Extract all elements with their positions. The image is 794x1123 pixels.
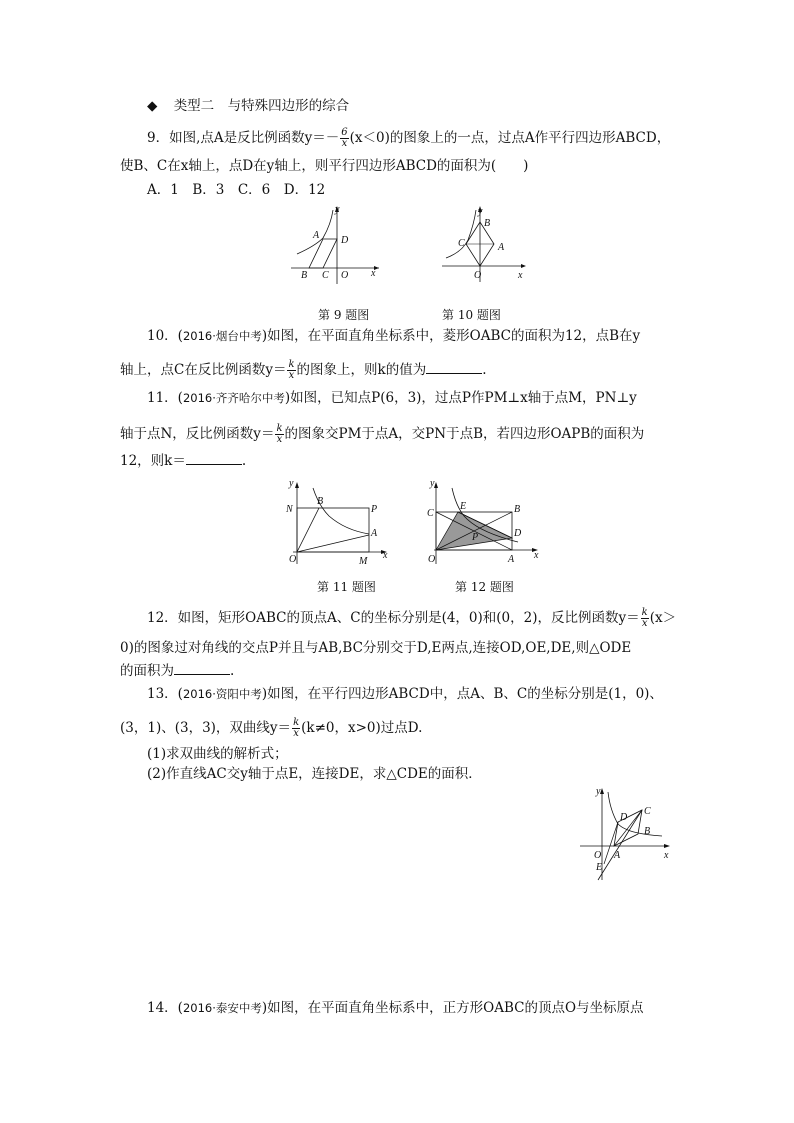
q10-fraction: $\frac{k}{x}$ xyxy=(288,359,295,381)
q12-line1: 12．如图，矩形OABC的顶点A、C的坐标分别是(4，0)和(0，2)，反比例函数y＝ $\frac{k}{x}$ (x＞ xyxy=(147,607,677,629)
q12-answer-blank xyxy=(174,662,230,675)
q9-line1: 9．如图,点A是反比例函数y＝－ $\frac{6}{x}$ (x＜0)的图象上的一点，过点A作平行四边形ABCD， xyxy=(147,127,671,149)
q13-line1: 13．(2016·资阳中考)如图，在平行四边形ABCD中，点A、B、C的坐标分别是(1，0)、 xyxy=(147,686,663,702)
section-title: 类型二 与特殊四边形的综合 xyxy=(173,98,350,114)
q14-line1: 14．(2016·泰安中考)如图，在平面直角坐标系中，正方形OABC的顶点O与坐标原点 xyxy=(147,1000,644,1016)
svg-text:O: O xyxy=(428,554,436,565)
svg-text:x: x xyxy=(371,268,376,279)
svg-text:N: N xyxy=(286,504,293,515)
svg-text:y: y xyxy=(335,204,340,215)
svg-text:C: C xyxy=(427,508,434,519)
svg-text:B: B xyxy=(301,270,308,281)
q11-line3: 12，则k＝ . xyxy=(120,453,247,469)
q9-line2: 使B、C在x轴上，点D在y轴上，则平行四边形ABCD的面积为( ) xyxy=(120,158,529,174)
figure-11 xyxy=(283,476,393,568)
svg-text:B: B xyxy=(644,826,651,837)
figure-9 xyxy=(285,202,395,286)
figure-12 xyxy=(428,476,546,568)
q12-line3: 的面积为 . xyxy=(120,663,235,679)
svg-text:y: y xyxy=(430,478,435,489)
q11-line2: 轴于点N，反比例函数y＝ $\frac{k}{x}$ 的图象交PM于点A，交PN于点B，若四边形OAPB的面积为 xyxy=(120,423,645,445)
svg-text:D: D xyxy=(514,528,522,539)
svg-text:E: E xyxy=(596,862,603,873)
svg-text:C: C xyxy=(322,270,329,281)
svg-text:x: x xyxy=(518,270,523,281)
q10-line2: 轴上，点C在反比例函数y＝ $\frac{k}{x}$ 的图象上，则k的值为 . xyxy=(120,359,487,381)
figure-10 xyxy=(438,200,534,288)
svg-text:P: P xyxy=(472,532,479,543)
svg-text:B: B xyxy=(317,496,324,507)
svg-text:E: E xyxy=(460,501,467,512)
svg-text:O: O xyxy=(341,270,349,281)
svg-text:O: O xyxy=(594,850,602,861)
figure-13 xyxy=(578,784,674,882)
svg-text:C: C xyxy=(644,806,651,817)
caption-fig10: 第 10 题图 xyxy=(442,308,501,322)
q13-part1: (1)求双曲线的解析式； xyxy=(147,746,288,762)
q13-part2: (2)作直线AC交y轴于点E，连接DE，求△CDE的面积． xyxy=(147,766,482,782)
q13-fraction: $\frac{k}{x}$ xyxy=(293,717,300,739)
svg-text:B: B xyxy=(514,504,521,515)
svg-text:x: x xyxy=(383,550,388,561)
svg-text:P: P xyxy=(371,504,378,515)
q13-line2: (3，1)、(3，3)，双曲线y＝ $\frac{k}{x}$ (k≠0，x>0)过点D. xyxy=(120,717,423,739)
q12-line2: 0)的图象过对角线的交点P并且与AB,BC分别交于D,E两点,连接OD,OE,DE,则△ODE xyxy=(120,640,632,656)
q10-line1: 10．(2016·烟台中考)如图，在平面直角坐标系中，菱形OABC的面积为12，点B在y xyxy=(147,328,641,344)
svg-text:y: y xyxy=(478,206,483,217)
q12-fraction: $\frac{k}{x}$ xyxy=(641,607,648,629)
section-header xyxy=(147,98,349,114)
svg-text:B: B xyxy=(484,218,491,229)
svg-text:D: D xyxy=(341,235,349,246)
q11-fraction: $\frac{k}{x}$ xyxy=(276,423,283,445)
svg-text:D: D xyxy=(620,812,628,823)
svg-text:A: A xyxy=(508,554,515,565)
svg-text:O: O xyxy=(289,554,297,565)
svg-text:x: x xyxy=(534,550,539,561)
q11-line1: 11．(2016·齐齐哈尔中考)如图，已知点P(6，3)，过点P作PM⊥x轴于点M，PN⊥y xyxy=(147,390,637,406)
section-bullet: ◆ xyxy=(147,98,158,114)
svg-text:y: y xyxy=(289,478,294,489)
caption-fig9: 第 9 题图 xyxy=(318,308,370,322)
svg-text:M: M xyxy=(359,556,368,567)
svg-text:O: O xyxy=(474,270,482,281)
caption-fig11: 第 11 题图 xyxy=(317,580,376,594)
svg-text:C: C xyxy=(458,238,465,249)
q10-answer-blank xyxy=(426,361,482,374)
svg-text:y: y xyxy=(596,786,601,797)
svg-text:A: A xyxy=(498,242,505,253)
q9-options: A．1 B．3 C．6 D．12 xyxy=(147,182,326,198)
svg-text:x: x xyxy=(664,850,669,861)
svg-text:A: A xyxy=(614,850,621,861)
q9-fraction: $\frac{6}{x}$ xyxy=(341,127,348,149)
svg-text:A: A xyxy=(313,230,320,241)
q11-answer-blank xyxy=(186,452,242,465)
caption-fig12: 第 12 题图 xyxy=(455,580,514,594)
svg-text:A: A xyxy=(371,528,378,539)
